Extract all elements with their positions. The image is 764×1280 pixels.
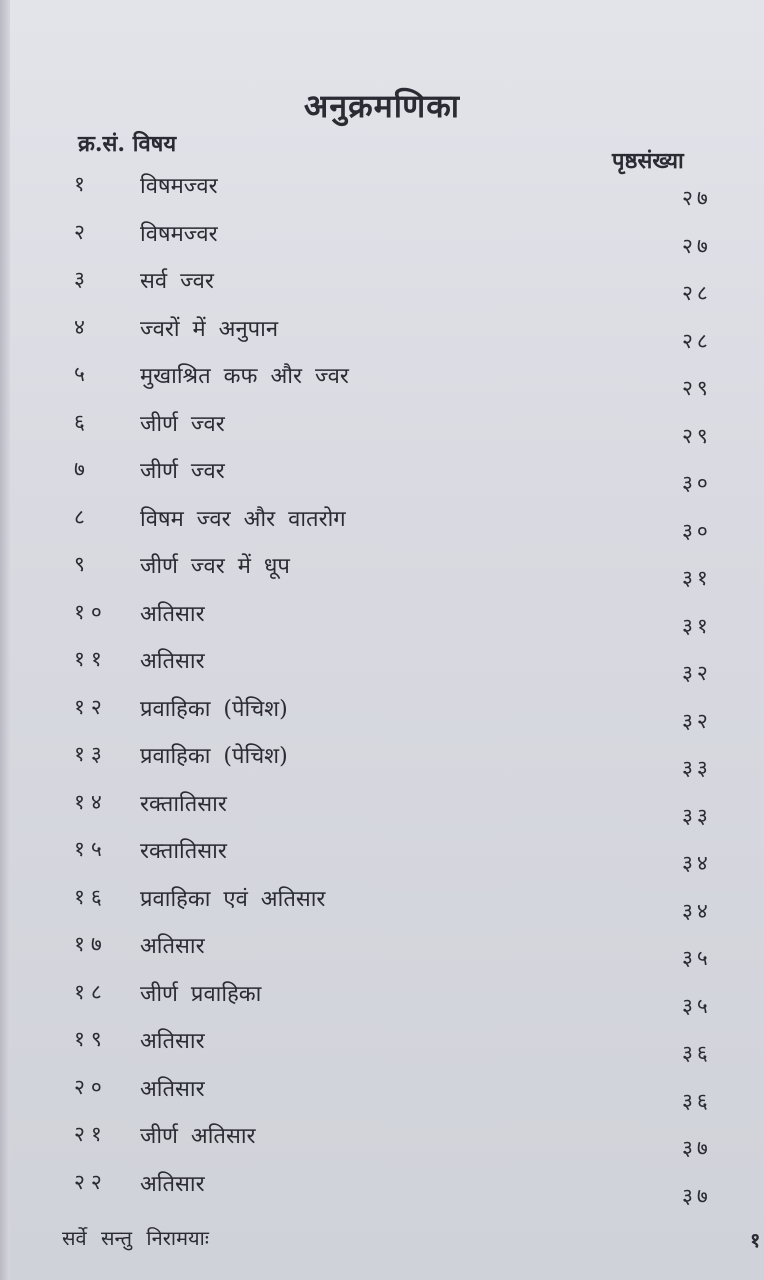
entry-page-number: २९	[682, 376, 712, 400]
index-entry	[0, 404, 764, 452]
index-entry	[0, 926, 764, 974]
entry-serial-number: ९	[74, 552, 91, 576]
entry-page-number: ३४	[682, 898, 712, 923]
entry-subject: सर्व ज्वर	[140, 269, 214, 294]
entry-subject: ज्वरों में अनुपान	[140, 316, 279, 342]
entry-page-number: ३६	[682, 1088, 712, 1113]
index-entry	[0, 641, 764, 689]
entry-subject: मुखाश्रित कफ और ज्वर	[140, 364, 349, 389]
index-entry	[0, 974, 764, 1022]
index-entry	[0, 594, 764, 642]
entry-serial-number: २२	[74, 1169, 108, 1194]
entry-serial-number: ३	[74, 267, 91, 291]
index-entry	[0, 1116, 764, 1164]
entry-page-number: ३०	[682, 518, 712, 543]
entry-subject: विषम ज्वर और वातरोग	[140, 506, 346, 532]
entry-page-number: २७	[682, 233, 712, 258]
page-footer: सर्वे सन्तु निरामयाः	[62, 1226, 209, 1250]
entry-page-number: ३४	[682, 851, 712, 875]
entry-serial-number: ११	[74, 647, 108, 671]
column-header-page-count: पृष्ठसंख्या	[612, 148, 684, 174]
entry-page-number: ३५	[682, 946, 712, 970]
entry-serial-number: १८	[74, 979, 108, 1004]
entry-serial-number: १४	[74, 789, 108, 814]
entry-page-number: ३३	[682, 756, 712, 780]
index-entry	[0, 831, 764, 879]
index-entry	[0, 499, 764, 547]
index-entry	[0, 784, 764, 832]
index-entry	[0, 261, 764, 309]
entry-page-number: ३२	[682, 661, 712, 685]
entry-serial-number: २१	[74, 1122, 108, 1146]
entry-subject: जीर्ण ज्वर में धूप	[140, 554, 290, 579]
index-entry	[0, 166, 764, 214]
entry-serial-number: १५	[74, 837, 108, 861]
index-entry	[0, 451, 764, 499]
page-number-corner: १	[750, 1228, 761, 1252]
entry-subject: जीर्ण ज्वर	[140, 411, 225, 437]
entry-subject: अतिसार	[140, 1029, 205, 1054]
entry-page-number: ३०	[682, 471, 712, 495]
entry-serial-number: ८	[74, 504, 91, 529]
entry-page-number: ३१	[682, 613, 712, 638]
entry-serial-number: ६	[74, 409, 91, 434]
entry-serial-number: ७	[74, 457, 91, 481]
entry-subject: प्रवाहिका (पेचिश)	[140, 744, 288, 769]
index-entry	[0, 356, 764, 404]
entry-page-number: २९	[682, 423, 712, 448]
entry-subject: अतिसार	[140, 649, 205, 674]
entry-subject: अतिसार	[140, 1171, 205, 1197]
entry-subject: प्रवाहिका (पेचिश)	[140, 696, 288, 722]
entry-subject: रक्तातिसार	[140, 791, 227, 817]
entry-subject: जीर्ण प्रवाहिका	[140, 981, 262, 1007]
entry-serial-number: १०	[74, 599, 108, 624]
index-entry	[0, 879, 764, 927]
index-entry	[0, 546, 764, 594]
index-entry	[0, 736, 764, 784]
entry-subject: अतिसार	[140, 1076, 205, 1102]
index-entry	[0, 1164, 764, 1212]
column-header-serial-subject: क्र.सं. विषय	[78, 131, 177, 157]
entry-subject: जीर्ण ज्वर	[140, 459, 225, 484]
entry-serial-number: १३	[74, 742, 108, 766]
entry-page-number: ३६	[682, 1041, 712, 1065]
page-title: अनुक्रमणिका	[303, 87, 461, 125]
entry-serial-number: ५	[74, 362, 91, 386]
entry-serial-number: २०	[74, 1074, 108, 1099]
entry-page-number: ३७	[682, 1183, 712, 1208]
entry-subject: अतिसार	[140, 934, 205, 959]
entry-serial-number: ४	[74, 314, 91, 339]
entry-subject: अतिसार	[140, 601, 205, 627]
entry-page-number: २८	[682, 281, 712, 305]
entry-serial-number: १९	[74, 1027, 108, 1051]
index-entry	[0, 214, 764, 262]
index-entry	[0, 309, 764, 357]
entry-page-number: २७	[682, 186, 712, 210]
entry-subject: प्रवाहिका एवं अतिसार	[140, 886, 326, 912]
entry-serial-number: २	[74, 219, 91, 244]
entry-page-number: ३७	[682, 1136, 712, 1160]
entry-page-number: ३३	[682, 803, 712, 828]
entry-page-number: ३२	[682, 708, 712, 733]
entry-serial-number: १	[74, 172, 91, 196]
index-entry	[0, 1069, 764, 1117]
entry-serial-number: १६	[74, 884, 108, 909]
index-list	[0, 166, 764, 1211]
entry-subject: जीर्ण अतिसार	[140, 1124, 256, 1149]
entry-subject: विषमज्वर	[140, 174, 218, 199]
entry-serial-number: १२	[74, 694, 108, 719]
entry-subject: विषमज्वर	[140, 221, 218, 247]
entry-serial-number: १७	[74, 932, 108, 956]
index-entry	[0, 1021, 764, 1069]
entry-page-number: २८	[682, 328, 712, 353]
index-entry	[0, 689, 764, 737]
entry-page-number: ३१	[682, 566, 712, 590]
entry-subject: रक्तातिसार	[140, 839, 227, 864]
entry-page-number: ३५	[682, 993, 712, 1018]
